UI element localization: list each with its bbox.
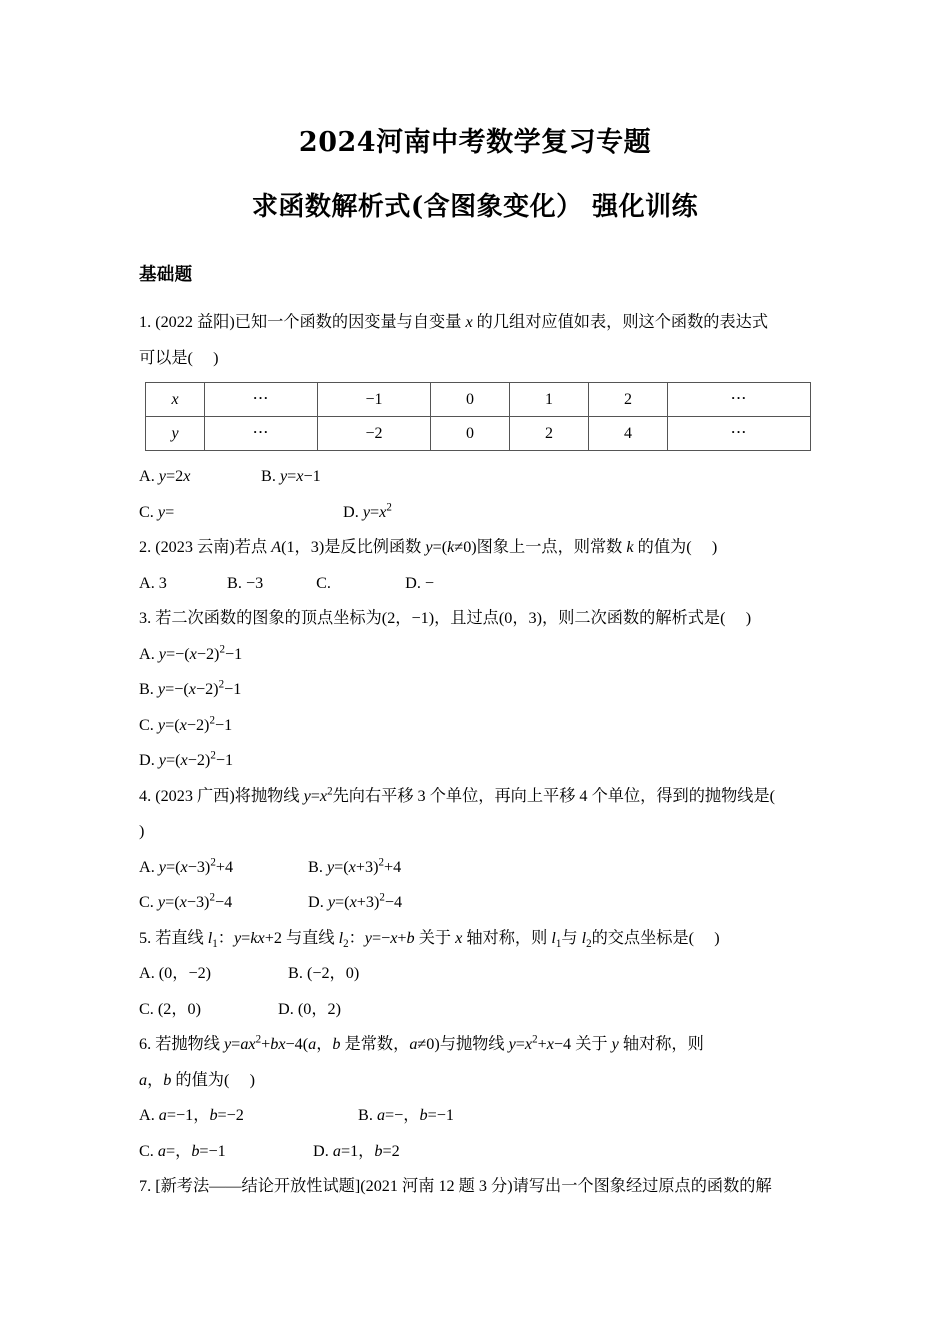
table-row: [146, 383, 811, 417]
question-5-stem-line-1: 5. 若直线 $l_1$：y=kx+2 与直线 $l_2$：y=−x+b 关于 x 轴对称，则 $l_1$与 $l_2$的交点坐标是( ): [139, 928, 720, 951]
table-cell: 2: [589, 383, 668, 417]
table-cell: 2: [510, 417, 589, 451]
question-1: [139, 305, 811, 530]
option-6-b[interactable]: B. a=−，b=−1: [358, 1106, 454, 1125]
q6-num: 6.: [139, 1035, 152, 1054]
question-4-options-row-1: [139, 850, 811, 886]
question-4-options-row-2: [139, 885, 811, 921]
question-4-stem-line-2: ): [139, 822, 145, 841]
option-1-b[interactable]: B. y=x−1: [261, 467, 321, 486]
table-cell: 0: [431, 383, 510, 417]
question-3-option-a-row: [139, 637, 811, 673]
option-4-c[interactable]: C. $y=(x-3)^2-4$: [139, 891, 233, 912]
table-cell: −1: [318, 383, 431, 417]
page-title: 2024河南中考数学复习专题: [298, 127, 652, 158]
table-cell: ···: [205, 417, 318, 451]
table-cell: ···: [668, 417, 811, 451]
option-3-b[interactable]: B. $y=-(x-2)^2-1$: [139, 678, 242, 699]
question-1-options-row-2: [139, 495, 811, 531]
table-cell: ···: [205, 383, 318, 417]
document-body: [139, 261, 811, 1205]
question-6-options-row-2: [139, 1134, 811, 1170]
option-5-a[interactable]: A. (0，−2): [139, 964, 212, 983]
question-2-stem-line-1: 2. (2023 云南)若点 A(1，3)是反比例函数 y=(k≠0)图象上一点，则常数 k 的值为( ): [139, 538, 718, 557]
question-1-options-row-1: [139, 459, 811, 495]
correspondence-table: [145, 382, 811, 451]
option-2-d[interactable]: D. −: [405, 573, 435, 592]
option-1-d[interactable]: D. $y=x^2$: [343, 501, 392, 521]
question-4: [139, 779, 811, 921]
question-3-option-c-row: [139, 708, 811, 744]
table-cell: ···: [668, 383, 811, 417]
option-4-d[interactable]: D. $y=(x+3)^2-4$: [308, 891, 403, 912]
table-row: [146, 417, 811, 451]
question-6-options-row-1: [139, 1098, 811, 1134]
option-1-a[interactable]: A. y=2x: [139, 467, 191, 486]
option-6-c[interactable]: C. a=，b=−1: [139, 1141, 226, 1160]
question-1-stem-line-2: 可以是( ): [139, 348, 219, 367]
option-3-a[interactable]: A. $y=-(x-2)^2-1$: [139, 643, 243, 663]
q7-num: 7.: [139, 1177, 152, 1196]
table-cell: −2: [318, 417, 431, 451]
table-cell: 4: [589, 417, 668, 451]
question-4-stem-line-1: 4. (2023 广西)将抛物线 $y=x^2$先向右平移 3 个单位，再向上平移 4 个单位，得到的抛物线是(: [139, 785, 776, 805]
page-subtitle: 求函数解析式(含图象变化） 强化训练: [251, 191, 699, 222]
table-cell: 1: [510, 383, 589, 417]
question-5-options-row-1: [139, 956, 811, 992]
option-5-b[interactable]: B. (−2，0): [288, 964, 360, 983]
option-3-d[interactable]: D. $y=(x-2)^2-1$: [139, 749, 234, 770]
option-5-d[interactable]: D. (0，2): [278, 999, 341, 1018]
q1-num: 1.: [139, 313, 152, 332]
question-7: [139, 1169, 811, 1205]
question-3: [139, 601, 811, 779]
option-1-c[interactable]: C. y=: [139, 502, 175, 521]
option-6-a[interactable]: A. a=−1，b=−2: [139, 1106, 244, 1125]
option-2-c[interactable]: C.: [316, 573, 335, 592]
option-2-b[interactable]: B. −3: [227, 573, 264, 592]
question-2-options-row: [139, 566, 811, 602]
title-block: [0, 128, 950, 221]
table-cell: 0: [431, 417, 510, 451]
q4-num: 4.: [139, 786, 152, 805]
table-cell-x-label: x: [146, 383, 205, 417]
table-cell-y-label: y: [146, 417, 205, 451]
option-4-b[interactable]: B. $y=(x+3)^2+4$: [308, 856, 402, 876]
question-3-stem-line-1: 3. 若二次函数的图象的顶点坐标为(2，−1)，且过点(0，3)，则二次函数的解析式是( ): [139, 609, 752, 628]
option-6-d[interactable]: D. a=1，b=2: [313, 1141, 400, 1160]
question-6-stem-line-2: a，b 的值为( ): [139, 1070, 255, 1089]
q5-num: 5.: [139, 928, 152, 947]
option-5-c[interactable]: C. (2，0): [139, 999, 202, 1018]
question-5: [139, 921, 811, 1028]
option-4-a[interactable]: A. $y=(x-3)^2+4$: [139, 856, 234, 876]
question-3-option-d-row: [139, 743, 811, 779]
section-heading: 基础题: [139, 265, 193, 286]
q3-num: 3.: [139, 609, 152, 628]
question-5-options-row-2: [139, 992, 811, 1028]
question-3-option-b-row: [139, 672, 811, 708]
question-6-stem-line-1: 6. 若抛物线 $y=ax^2+bx-4(a$，b 是常数，a≠0)与抛物线 $y=x^2+x-4$ 关于 y 轴对称，则: [139, 1033, 704, 1054]
question-2: [139, 530, 811, 601]
q2-num: 2.: [139, 538, 152, 557]
option-2-a[interactable]: A. 3: [139, 573, 167, 592]
option-3-c[interactable]: C. $y=(x-2)^2-1$: [139, 714, 233, 734]
question-1-stem-line-1: 1. (2022 益阳)已知一个函数的因变量与自变量 x 的几组对应值如表，则这个函数的表达式: [139, 313, 769, 332]
question-6: [139, 1027, 811, 1169]
question-7-stem-line-1: 7. [新考法——结论开放性试题](2021 河南 12 题 3 分)请写出一个图象经过原点的函数的解: [139, 1177, 772, 1196]
